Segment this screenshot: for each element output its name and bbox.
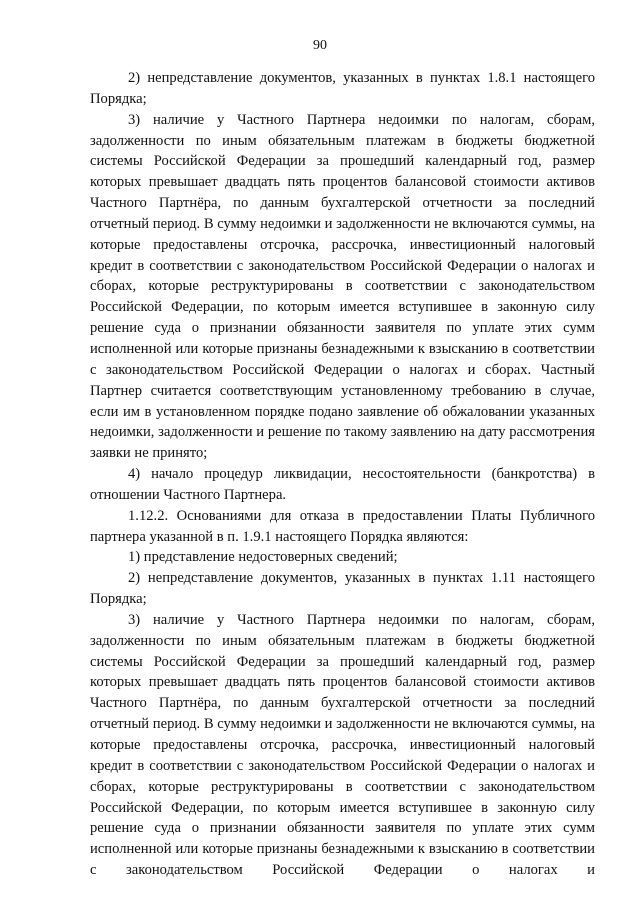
paragraph-clause-1-12-2: 1.12.2. Основаниями для отказа в предоставлении Платы Публичного партнера указанной в п. 1.9.1 настоящего Порядка являются: [90, 507, 595, 545]
paragraph-nonsubmission-1-8-1: 2) непредставление документов, указанных в пунктах 1.8.1 настоящего Порядка; [90, 70, 595, 107]
paragraph-liquidation: 4) начало процедур ликвидации, несостоятельности (банкротства) в отношении Частного Партнера. [90, 466, 595, 503]
paragraph-nonsubmission-1-11: 2) непредставление документов, указанных в пунктах 1.11 настоящего Порядка; [90, 570, 595, 608]
document-body [90, 68, 595, 881]
page-number: 90 [313, 38, 327, 53]
paragraph-tax-arrears-1: 3) наличие у Частного Партнера недоимки по налогам, сборам, задолженности по иным обязательным платежам в бюджеты бюджетной системы Российской Федерации за прошедший календарный год, размер которых превышает двадцать пять процентов балансовой стоимости активов Частного Партнёра, по данным бухгалтерской отчетности за последний отчетный период. В сумму недоимки и задолженности не включаются суммы, на которые предоставлены отсрочка, рассрочка, инвестиционный налоговый кредит в соответствии с законодательством Российской Федерации о налогах и сборах, которые реструктурированы в соответствии с законодательством Российской Федерации, по которым имеется вступившее в законную силу решение суда о признании обязанности заявителя по уплате этих сумм исполненной или которые признаны безнадежными к взысканию в соответствии с законодательством Российской Федерации о налогах и сборах. Частный Партнер считается соответствующим установленному требованию в случае, если им в установленном порядке подано заявление об обжаловании указанных недоимки, задолженности и решение по такому заявлению на дату рассмотрения заявки не принято; [90, 111, 595, 462]
paragraph-false-information: 1) представление недостоверных сведений; [128, 549, 398, 566]
paragraph-tax-arrears-2: 3) наличие у Частного Партнера недоимки по налогам, сборам, задолженности по иным обязательным платежам в бюджеты бюджетной системы Российской Федерации за прошедший календарный год, размер которых превышает двадцать пять процентов балансовой стоимости активов Частного Партнёра, по данным бухгалтерской отчетности за последний отчетный период. В сумму недоимки и задолженности не включаются суммы, на которые предоставлены отсрочка, рассрочка, инвестиционный налоговый кредит в соответствии с законодательством Российской Федерации о налогах и сборах, которые реструктурированы в соответствии с законодательством Российской Федерации, по которым имеется вступившее в законную силу решение суда о признании обязанности заявителя по уплате этих сумм исполненной или которые признаны безнадежными к взысканию в соответствии с законодательством Российской Федерации о налогах и [90, 611, 595, 879]
